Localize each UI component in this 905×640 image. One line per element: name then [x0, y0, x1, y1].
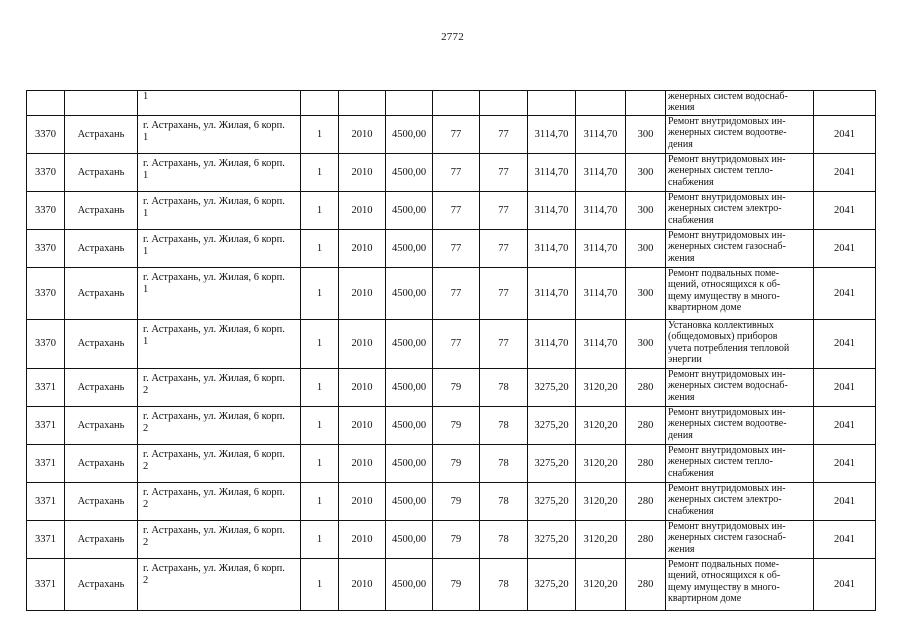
table-row: [27, 407, 876, 445]
cell-residents: 280: [626, 369, 666, 407]
cell-area: 4500,00: [386, 559, 433, 611]
cell-address: г. Астрахань, ул. Жилая, 6 корп. 2: [138, 369, 301, 407]
cell-residents: 300: [626, 268, 666, 320]
cell-value-a: 3275,20: [528, 369, 576, 407]
cell-residents: 300: [626, 116, 666, 154]
cell-work-type: Ремонт внутридомовых ин- женерных систем газоснаб- жения: [666, 521, 814, 559]
cell-work-type: Ремонт внутридомовых ин- женерных систем тепло- снабжения: [666, 154, 814, 192]
cell-address: 1: [138, 91, 301, 116]
cell-city: Астрахань: [65, 154, 138, 192]
cell-id: 3371: [27, 445, 65, 483]
table-row: [27, 445, 876, 483]
cell-value-b: 3114,70: [576, 154, 626, 192]
cell-city: Астрахань: [65, 369, 138, 407]
cell-city: Астрахань: [65, 320, 138, 369]
cell-end-year: 2041: [814, 192, 876, 230]
cell-end-year: [814, 91, 876, 116]
cell-address: г. Астрахань, ул. Жилая, 6 корп. 2: [138, 445, 301, 483]
cell-value-a: 3114,70: [528, 268, 576, 320]
cell-city: Астрахань: [65, 268, 138, 320]
cell-id: 3371: [27, 407, 65, 445]
cell-value-b: 3114,70: [576, 268, 626, 320]
cell-area: 4500,00: [386, 268, 433, 320]
table-row: [27, 559, 876, 611]
cell-year: 2010: [339, 483, 386, 521]
cell-count-a: 79: [433, 483, 480, 521]
cell-count-a: 79: [433, 369, 480, 407]
cell-empty: [480, 91, 528, 116]
cell-value-a: 3275,20: [528, 559, 576, 611]
cell-value-b: 3120,20: [576, 521, 626, 559]
cell-work-type: Ремонт внутридомовых ин- женерных систем электро- снабжения: [666, 192, 814, 230]
cell-area: 4500,00: [386, 445, 433, 483]
cell-count-a: 79: [433, 559, 480, 611]
cell-area: 4500,00: [386, 154, 433, 192]
cell-count-b: 78: [480, 521, 528, 559]
cell-empty: [339, 91, 386, 116]
cell-value-b: 3114,70: [576, 320, 626, 369]
cell-id: 3370: [27, 320, 65, 369]
cell-count-b: 78: [480, 407, 528, 445]
cell-value-b: 3114,70: [576, 192, 626, 230]
cell-city: Астрахань: [65, 559, 138, 611]
cell-area: 4500,00: [386, 116, 433, 154]
cell-end-year: 2041: [814, 559, 876, 611]
cell-entrances: 1: [301, 116, 339, 154]
cell-id: 3370: [27, 268, 65, 320]
cell-id: 3370: [27, 154, 65, 192]
cell-residents: 280: [626, 483, 666, 521]
cell-end-year: 2041: [814, 521, 876, 559]
cell-value-b: 3120,20: [576, 559, 626, 611]
cell-id: 3371: [27, 559, 65, 611]
cell-value-b: 3114,70: [576, 116, 626, 154]
cell-count-a: 79: [433, 521, 480, 559]
cell-end-year: 2041: [814, 154, 876, 192]
repair-registry-table: [26, 90, 876, 611]
cell-entrances: 1: [301, 407, 339, 445]
cell-year: 2010: [339, 559, 386, 611]
cell-address: г. Астрахань, ул. Жилая, 6 корп. 2: [138, 559, 301, 611]
page-number: 2772: [441, 31, 464, 43]
cell-address: г. Астрахань, ул. Жилая, 6 корп. 1: [138, 230, 301, 268]
cell-address: г. Астрахань, ул. Жилая, 6 корп. 1: [138, 320, 301, 369]
cell-entrances: 1: [301, 268, 339, 320]
cell-work-type: Установка коллективных (общедомовых) приборов учета потребления тепловой энергии: [666, 320, 814, 369]
cell-id: 3371: [27, 521, 65, 559]
cell-count-b: 78: [480, 483, 528, 521]
cell-count-b: 77: [480, 192, 528, 230]
cell-address: г. Астрахань, ул. Жилая, 6 корп. 1: [138, 192, 301, 230]
cell-end-year: 2041: [814, 369, 876, 407]
cell-value-b: 3120,20: [576, 369, 626, 407]
cell-work-type: Ремонт подвальных поме- щений, относящихся к об- щему имуществу в много- квартирном доме: [666, 268, 814, 320]
cell-address: г. Астрахань, ул. Жилая, 6 корп. 1: [138, 116, 301, 154]
cell-work-type: Ремонт внутридомовых ин- женерных систем водоотве- дения: [666, 116, 814, 154]
table-row: [27, 369, 876, 407]
cell-residents: 280: [626, 445, 666, 483]
cell-count-b: 77: [480, 154, 528, 192]
cell-id: 3370: [27, 192, 65, 230]
cell-work-type: Ремонт внутридомовых ин- женерных систем водоотве- дения: [666, 407, 814, 445]
cell-count-b: 78: [480, 369, 528, 407]
table-row: [27, 154, 876, 192]
cell-empty: [301, 91, 339, 116]
cell-value-b: 3114,70: [576, 230, 626, 268]
cell-count-b: 78: [480, 559, 528, 611]
cell-area: 4500,00: [386, 407, 433, 445]
cell-residents: 300: [626, 192, 666, 230]
cell-address: г. Астрахань, ул. Жилая, 6 корп. 2: [138, 407, 301, 445]
cell-end-year: 2041: [814, 445, 876, 483]
table-row: [27, 116, 876, 154]
cell-value-b: 3120,20: [576, 407, 626, 445]
cell-count-a: 77: [433, 154, 480, 192]
cell-entrances: 1: [301, 521, 339, 559]
cell-value-a: 3275,20: [528, 445, 576, 483]
cell-value-a: 3114,70: [528, 116, 576, 154]
cell-empty: [433, 91, 480, 116]
table-row: [27, 320, 876, 369]
cell-id: 3370: [27, 230, 65, 268]
cell-value-a: 3114,70: [528, 154, 576, 192]
cell-empty: [386, 91, 433, 116]
cell-id: [27, 91, 65, 116]
cell-value-b: 3120,20: [576, 445, 626, 483]
cell-address: г. Астрахань, ул. Жилая, 6 корп. 2: [138, 521, 301, 559]
cell-year: 2010: [339, 154, 386, 192]
cell-residents: 280: [626, 559, 666, 611]
cell-end-year: 2041: [814, 268, 876, 320]
cell-entrances: 1: [301, 483, 339, 521]
cell-year: 2010: [339, 445, 386, 483]
cell-year: 2010: [339, 521, 386, 559]
cell-area: 4500,00: [386, 230, 433, 268]
cell-year: 2010: [339, 116, 386, 154]
table-row: [27, 521, 876, 559]
cell-residents: 280: [626, 521, 666, 559]
cell-city: [65, 91, 138, 116]
cell-work-type: женерных систем водоснаб- жения: [666, 91, 814, 116]
cell-city: Астрахань: [65, 230, 138, 268]
cell-year: 2010: [339, 268, 386, 320]
table-row: [27, 230, 876, 268]
cell-city: Астрахань: [65, 521, 138, 559]
cell-empty: [626, 91, 666, 116]
cell-count-a: 77: [433, 230, 480, 268]
cell-address: г. Астрахань, ул. Жилая, 6 корп. 1: [138, 154, 301, 192]
cell-work-type: Ремонт внутридомовых ин- женерных систем газоснаб- жения: [666, 230, 814, 268]
table-row-continuation: [27, 91, 876, 116]
cell-address: г. Астрахань, ул. Жилая, 6 корп. 1: [138, 268, 301, 320]
cell-area: 4500,00: [386, 320, 433, 369]
cell-id: 3370: [27, 116, 65, 154]
cell-count-a: 77: [433, 268, 480, 320]
cell-value-a: 3275,20: [528, 521, 576, 559]
cell-count-a: 77: [433, 192, 480, 230]
cell-year: 2010: [339, 320, 386, 369]
cell-city: Астрахань: [65, 483, 138, 521]
cell-work-type: Ремонт подвальных поме- щений, относящихся к об- щему имуществу в много- квартирном доме: [666, 559, 814, 611]
cell-count-a: 77: [433, 320, 480, 369]
cell-residents: 300: [626, 320, 666, 369]
cell-work-type: Ремонт внутридомовых ин- женерных систем тепло- снабжения: [666, 445, 814, 483]
cell-year: 2010: [339, 407, 386, 445]
cell-value-a: 3114,70: [528, 230, 576, 268]
cell-id: 3371: [27, 483, 65, 521]
cell-end-year: 2041: [814, 320, 876, 369]
cell-area: 4500,00: [386, 483, 433, 521]
cell-city: Астрахань: [65, 116, 138, 154]
cell-count-b: 77: [480, 230, 528, 268]
cell-value-a: 3114,70: [528, 192, 576, 230]
cell-area: 4500,00: [386, 192, 433, 230]
cell-city: Астрахань: [65, 192, 138, 230]
cell-area: 4500,00: [386, 369, 433, 407]
cell-empty: [576, 91, 626, 116]
cell-count-a: 79: [433, 407, 480, 445]
cell-year: 2010: [339, 230, 386, 268]
cell-id: 3371: [27, 369, 65, 407]
table-row: [27, 483, 876, 521]
cell-work-type: Ремонт внутридомовых ин- женерных систем электро- снабжения: [666, 483, 814, 521]
cell-end-year: 2041: [814, 407, 876, 445]
cell-value-b: 3120,20: [576, 483, 626, 521]
cell-entrances: 1: [301, 559, 339, 611]
cell-residents: 300: [626, 154, 666, 192]
cell-work-type: Ремонт внутридомовых ин- женерных систем водоснаб- жения: [666, 369, 814, 407]
table-row: [27, 192, 876, 230]
cell-end-year: 2041: [814, 230, 876, 268]
cell-year: 2010: [339, 369, 386, 407]
cell-count-a: 77: [433, 116, 480, 154]
cell-end-year: 2041: [814, 483, 876, 521]
cell-entrances: 1: [301, 445, 339, 483]
cell-end-year: 2041: [814, 116, 876, 154]
cell-entrances: 1: [301, 369, 339, 407]
cell-residents: 300: [626, 230, 666, 268]
cell-year: 2010: [339, 192, 386, 230]
cell-value-a: 3114,70: [528, 320, 576, 369]
cell-count-b: 77: [480, 268, 528, 320]
table-row: [27, 268, 876, 320]
cell-area: 4500,00: [386, 521, 433, 559]
cell-count-a: 79: [433, 445, 480, 483]
cell-count-b: 78: [480, 445, 528, 483]
cell-value-a: 3275,20: [528, 407, 576, 445]
cell-entrances: 1: [301, 230, 339, 268]
cell-empty: [528, 91, 576, 116]
cell-city: Астрахань: [65, 407, 138, 445]
cell-value-a: 3275,20: [528, 483, 576, 521]
cell-entrances: 1: [301, 320, 339, 369]
cell-entrances: 1: [301, 192, 339, 230]
cell-count-b: 77: [480, 320, 528, 369]
cell-count-b: 77: [480, 116, 528, 154]
cell-city: Астрахань: [65, 445, 138, 483]
cell-address: г. Астрахань, ул. Жилая, 6 корп. 2: [138, 483, 301, 521]
cell-residents: 280: [626, 407, 666, 445]
table-body: [27, 91, 876, 611]
cell-entrances: 1: [301, 154, 339, 192]
